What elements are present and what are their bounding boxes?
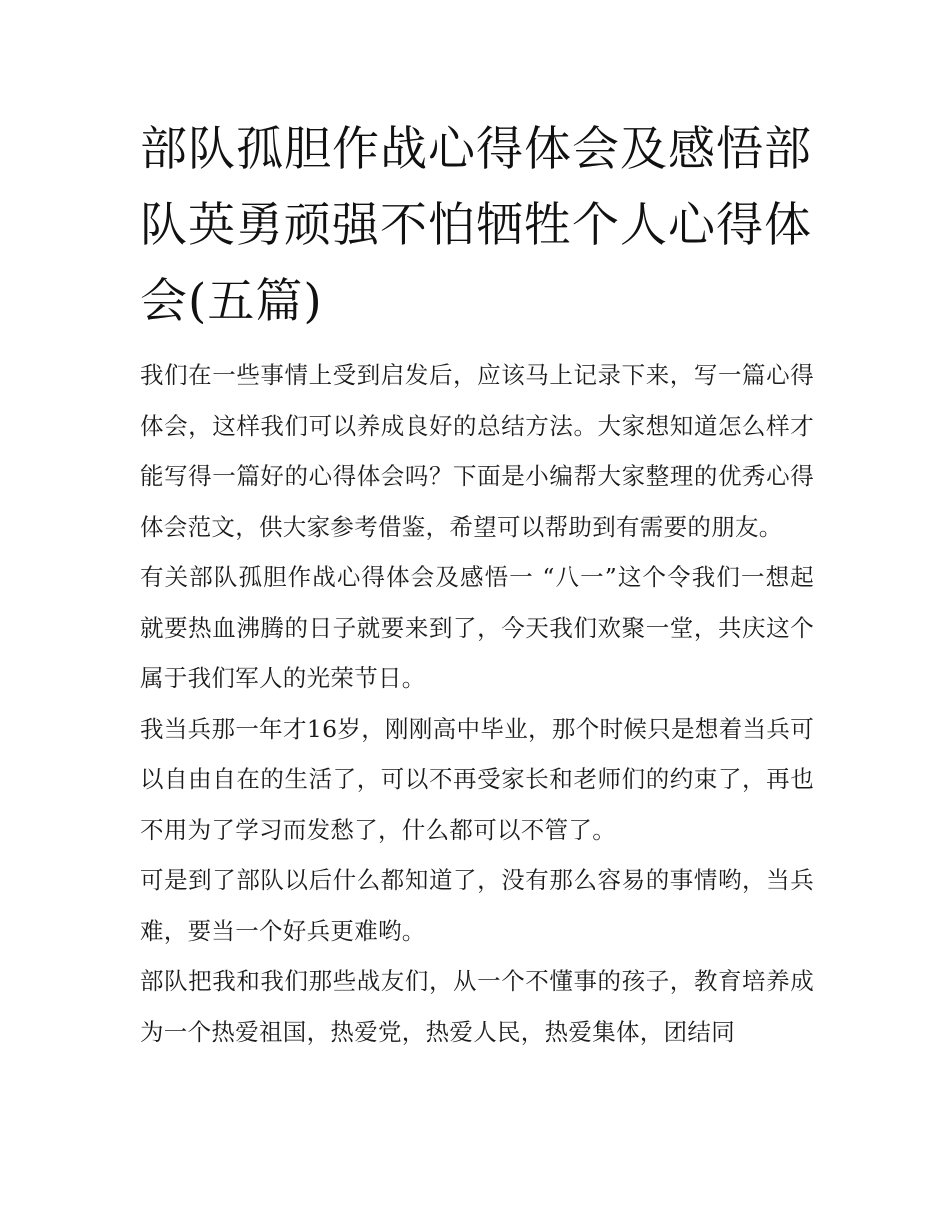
paragraph-3: 可是到了部队以后什么都知道了，没有那么容易的事情哟，当兵难，要当一个好兵更难哟。 [140,866,814,945]
paragraph-intro: 我们在一些事情上受到启发后，应该马上记录下来，写一篇心得体会，这样我们可以养成良好的总结方法。大家想知道怎么样才能写得一篇好的心得体会吗？下面是小编帮大家整理的优秀心得体会范文，供大家参考借鉴，希望可以帮助到有需要的朋友。 [140,361,814,541]
paragraph-4: 部队把我和我们那些战友们，从一个不懂事的孩子，教育培养成为一个热爱祖国，热爱党，热爱人民，热爱集体，团结同 [140,967,814,1046]
paragraph-2: 我当兵那一年才16岁，刚刚高中毕业，那个时候只是想着当兵可以自由自在的生活了，可以不再受家长和老师们的约束了，再也不用为了学习而发愁了，什么都可以不管了。 [140,714,814,844]
document-title: 部队孤胆作战心得体会及感悟部队英勇顽强不怕牺牲个人心得体会(五篇) [140,122,812,329]
paragraph-1: 有关部队孤胆作战心得体会及感悟一 “八一”这个令我们一想起就要热血沸腾的日子就要来到了，今天我们欢聚一堂，共庆这个属于我们军人的光荣节日。 [140,563,814,692]
